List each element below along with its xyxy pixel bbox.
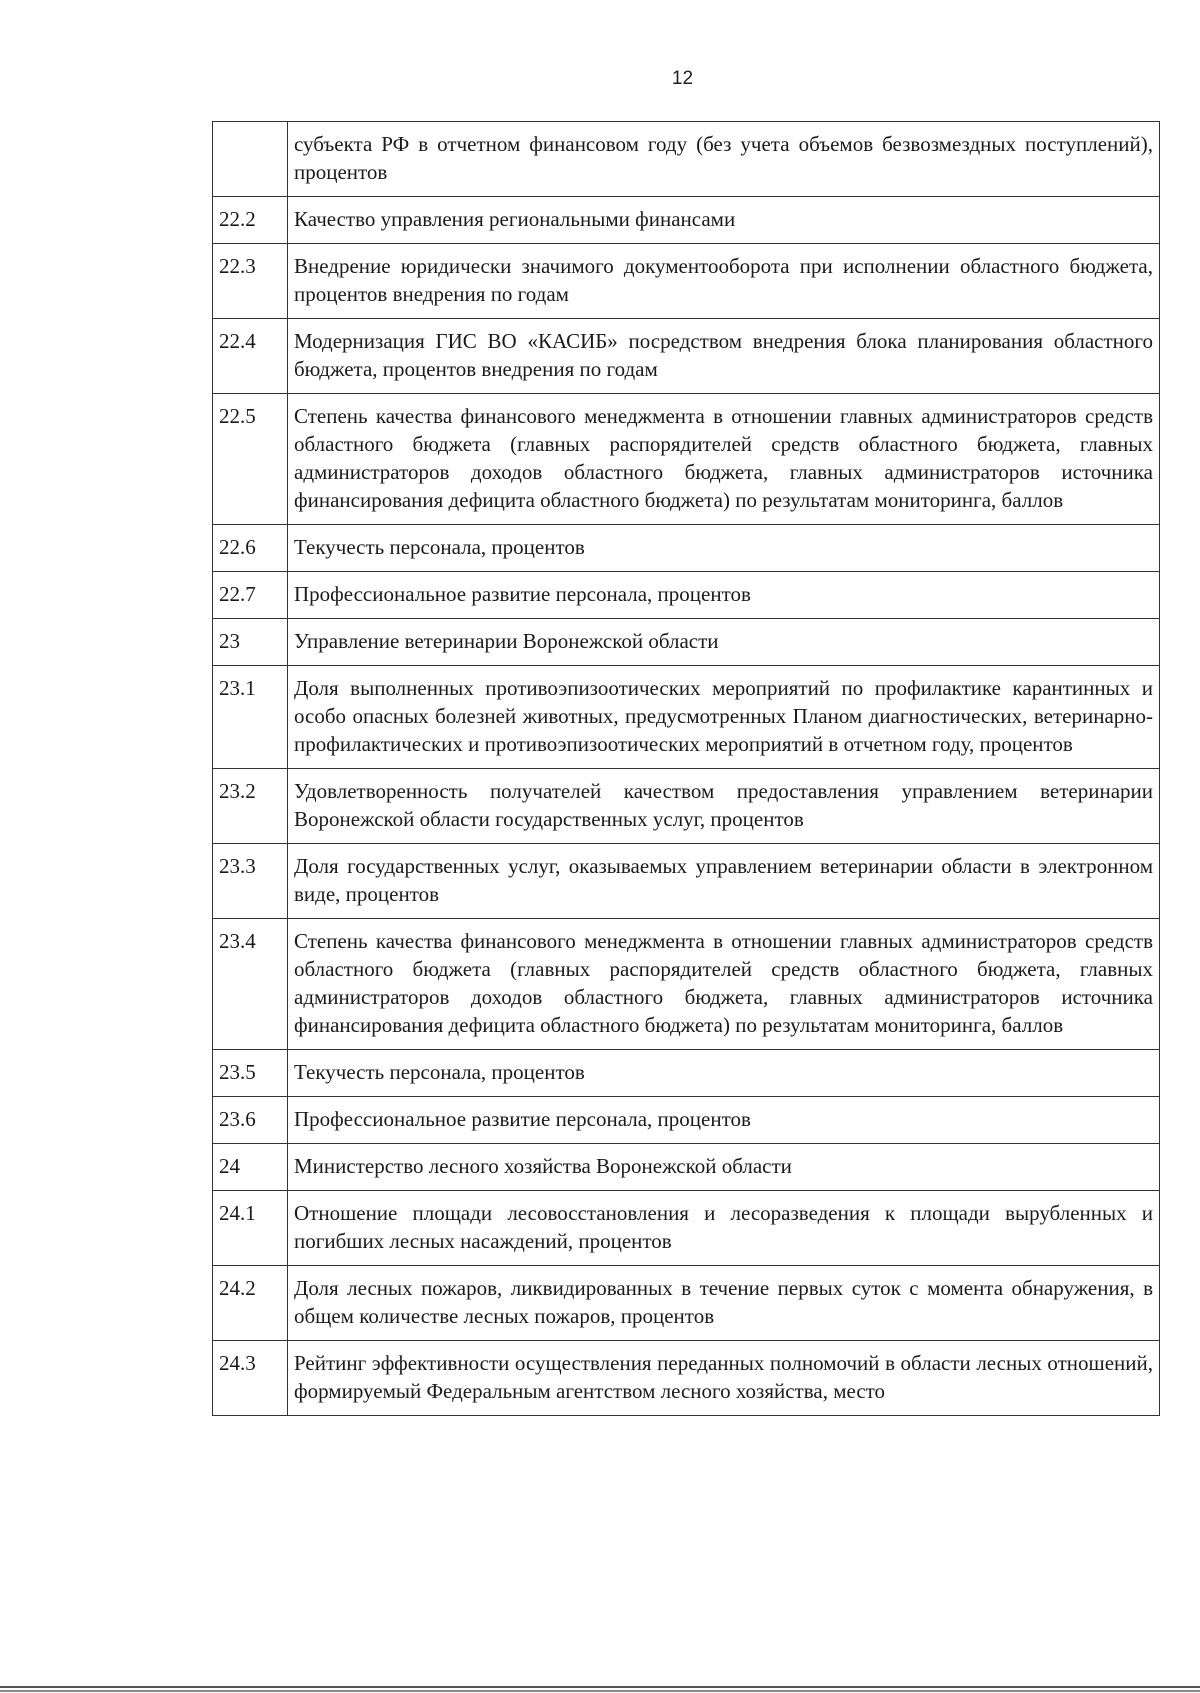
scan-edge-line-secondary xyxy=(0,1690,1200,1692)
indicator-text-cell: Степень качества финансового менеджмента в отношении главных администраторов средств областного бюджета (главных распорядителей средств областного бюджета, главных администраторов доходов областного бюджета, главных администраторов источника финансирования дефицита областного бюджета) по результатам мониторинга, баллов xyxy=(288,394,1160,525)
indicator-text-cell: Отношение площади лесовосстановления и лесоразведения к площади вырубленных и погибших лесных насаждений, процентов xyxy=(288,1191,1160,1266)
row-number-cell: 22.7 xyxy=(213,572,288,619)
row-number-cell: 24 xyxy=(213,1144,288,1191)
table-row xyxy=(213,1050,1160,1097)
indicators-table-wrapper xyxy=(212,121,1160,1416)
row-number-cell: 23.4 xyxy=(213,919,288,1050)
row-number-cell: 22.6 xyxy=(213,525,288,572)
indicator-text-cell: Рейтинг эффективности осуществления переданных полномочий в области лесных отношений, формируемый Федеральным агентством лесного хозяйства, место xyxy=(288,1341,1160,1416)
row-number-cell: 23.3 xyxy=(213,844,288,919)
table-row xyxy=(213,1341,1160,1416)
indicator-text-cell: Доля выполненных противоэпизоотических мероприятий по профилактике карантинных и особо опасных болезней животных, предусмотренных Планом диагностических, ветеринарно-профилактических и противоэпизоотических мероприятий в отчетном году, процентов xyxy=(288,666,1160,769)
indicators-table xyxy=(212,121,1160,1416)
row-number-cell: 23.5 xyxy=(213,1050,288,1097)
table-row xyxy=(213,1144,1160,1191)
row-number-cell: 23.2 xyxy=(213,769,288,844)
indicator-text-cell: Внедрение юридически значимого документооборота при исполнении областного бюджета, процентов внедрения по годам xyxy=(288,244,1160,319)
indicator-text-cell: Доля лесных пожаров, ликвидированных в течение первых суток с момента обнаружения, в общем количестве лесных пожаров, процентов xyxy=(288,1266,1160,1341)
table-row xyxy=(213,619,1160,666)
table-row xyxy=(213,572,1160,619)
indicator-text-cell: Степень качества финансового менеджмента в отношении главных администраторов средств областного бюджета (главных распорядителей средств областного бюджета, главных администраторов доходов областного бюджета, главных администраторов источника финансирования дефицита областного бюджета) по результатам мониторинга, баллов xyxy=(288,919,1160,1050)
indicator-text-cell: Качество управления региональными финансами xyxy=(288,197,1160,244)
indicator-text-cell: Доля государственных услуг, оказываемых управлением ветеринарии области в электронном виде, процентов xyxy=(288,844,1160,919)
table-row xyxy=(213,319,1160,394)
page-number: 12 xyxy=(671,68,694,89)
indicator-text-cell: Текучесть персонала, процентов xyxy=(288,525,1160,572)
indicator-text-cell: Профессиональное развитие персонала, процентов xyxy=(288,1097,1160,1144)
row-number-cell: 22.5 xyxy=(213,394,288,525)
row-number-cell: 22.4 xyxy=(213,319,288,394)
row-number-cell xyxy=(213,122,288,197)
indicator-text-cell: Удовлетворенность получателей качеством предоставления управлением ветеринарии Воронежской области государственных услуг, процентов xyxy=(288,769,1160,844)
row-number-cell: 23 xyxy=(213,619,288,666)
table-row xyxy=(213,1097,1160,1144)
indicator-text-cell: Министерство лесного хозяйства Воронежской области xyxy=(288,1144,1160,1191)
row-number-cell: 23.6 xyxy=(213,1097,288,1144)
table-row xyxy=(213,122,1160,197)
indicator-text-cell: субъекта РФ в отчетном финансовом году (без учета объемов безвозмездных поступлений), процентов xyxy=(288,122,1160,197)
table-row xyxy=(213,1191,1160,1266)
indicator-text-cell: Профессиональное развитие персонала, процентов xyxy=(288,572,1160,619)
table-row xyxy=(213,844,1160,919)
table-row xyxy=(213,666,1160,769)
indicator-text-cell: Текучесть персонала, процентов xyxy=(288,1050,1160,1097)
row-number-cell: 24.3 xyxy=(213,1341,288,1416)
row-number-cell: 23.1 xyxy=(213,666,288,769)
table-row xyxy=(213,394,1160,525)
row-number-cell: 22.2 xyxy=(213,197,288,244)
indicator-text-cell: Модернизация ГИС ВО «КАСИБ» посредством внедрения блока планирования областного бюджета, процентов внедрения по годам xyxy=(288,319,1160,394)
table-row xyxy=(213,197,1160,244)
row-number-cell: 24.2 xyxy=(213,1266,288,1341)
table-row xyxy=(213,244,1160,319)
table-row xyxy=(213,1266,1160,1341)
row-number-cell: 24.1 xyxy=(213,1191,288,1266)
table-row xyxy=(213,769,1160,844)
scan-edge-line xyxy=(0,1686,1200,1688)
row-number-cell: 22.3 xyxy=(213,244,288,319)
indicator-text-cell: Управление ветеринарии Воронежской области xyxy=(288,619,1160,666)
indicators-table-body xyxy=(213,122,1160,1416)
table-row xyxy=(213,525,1160,572)
table-row xyxy=(213,919,1160,1050)
